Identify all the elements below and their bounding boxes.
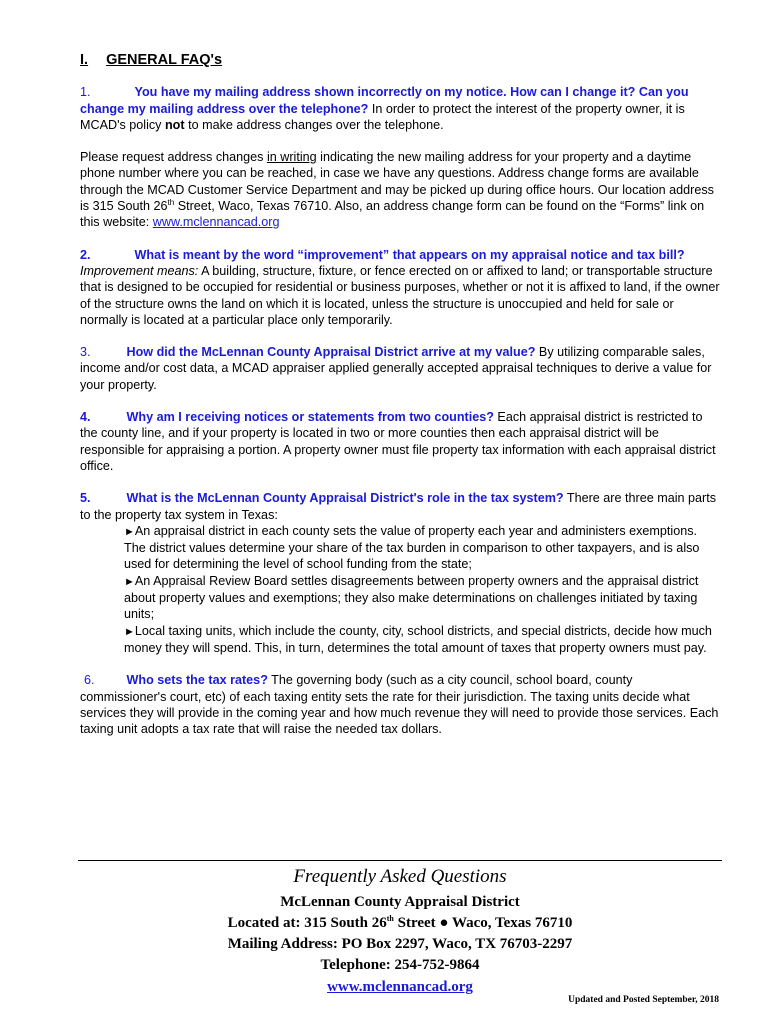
faq-answer: A building, structure, fixture, or fence erected on or affixed to land; or transportable structure that is designed to be occupied for residential or business purposes, whether or not it is affixed to land, if the owner of the structure owns the land on which it is located, unless the structure is unoccupied and held for sale or normally is located at a particular place only temporarily. — [80, 263, 720, 327]
faq-body — [80, 52, 720, 753]
faq-number: 2. — [80, 247, 91, 262]
faq-answer: There are three main parts to the property tax system in Texas: — [80, 491, 716, 522]
list-item: ►Local taxing units, which include the county, city, school districts, and special districts, decide how much money they will spend. This, in turn, determines the total amount of taxes that property owners must pay. — [124, 623, 712, 655]
section-title-text: GENERAL FAQ's — [106, 52, 223, 68]
in-writing-text: in writing — [266, 150, 317, 165]
footer-title: Frequently Asked Questions — [293, 866, 507, 887]
list-item: ►An appraisal district in each county sets the value of property each year and administers exemptions. The district values determine your share of the tax burden in comparison to other taxpayers, and is also used for determining the level of school funding from the state; — [124, 523, 700, 572]
faq-question: What is the McLennan County Appraisal District's role in the tax system? — [126, 491, 564, 506]
faq-item-6 — [80, 672, 720, 737]
faq-question: Who sets the tax rates? — [126, 673, 268, 688]
faq-number: 4. — [80, 410, 91, 425]
arrow-bullet-icon: ► — [124, 575, 135, 588]
faq-answer: The governing body (such as a city council, school board, county commissioner's court, etc) of each taxing entity sets the rate for their jurisdiction. The taxing units decide what services they will provide in the coming year and how much revenue they will need to provide those services. Each taxing unit adopts a tax rate that will raise the needed tax dollars. — [80, 673, 719, 737]
footer-website-link[interactable]: www.mclennancad.org — [327, 979, 473, 995]
faq-answer-italic: Improvement means: — [80, 263, 199, 278]
faq-item-2 — [80, 247, 720, 328]
footer-org: McLennan County Appraisal District — [280, 894, 520, 910]
tax-system-bullet-list — [124, 523, 720, 656]
section-number: I. — [80, 52, 89, 68]
footer-divider — [78, 860, 722, 861]
faq-item-3 — [80, 344, 720, 393]
faq-question: Why am I receiving notices or statements from two counties? — [126, 410, 494, 425]
list-item: ►An Appraisal Review Board settles disagreements between property owners and the appraisal district about property values and exemptions; they also make determinations on challenges initiated by taxing units; — [124, 573, 699, 622]
website-link[interactable]: www.mclennancad.org — [152, 215, 280, 230]
faq-answer-bold: not — [164, 117, 185, 132]
arrow-bullet-icon: ► — [124, 525, 135, 538]
faq-question: How did the McLennan County Appraisal District arrive at my value? — [126, 345, 536, 360]
footer-location: Located at: 315 South 26th Street ● Waco, Texas 76710 — [227, 914, 573, 931]
faq-question: What is meant by the word “improvement” that appears on my appraisal notice and tax bill? — [134, 247, 685, 262]
faq-item-1 — [80, 84, 720, 133]
faq-item-4 — [80, 409, 720, 474]
faq-number: 3. — [80, 345, 91, 360]
faq-number: 1. — [80, 85, 91, 100]
faq-question: You have my mailing address shown incorrectly on my notice. How can I change it? Can you change my mailing address over the telephone? — [80, 85, 689, 116]
footer-telephone: Telephone: 254-752-9864 — [320, 957, 480, 973]
faq-number: 5. — [80, 491, 91, 506]
faq-item-5 — [80, 490, 720, 656]
faq-answer: Each appraisal district is restricted to the county line, and if your property is located in two or more counties then each appraisal district will be responsible for appraising a portion. A property owner must file property tax information with each appraisal district office. — [80, 410, 716, 473]
section-title — [80, 52, 720, 68]
faq-answer: In order to protect the interest of the property owner, it is MCAD's policy — [80, 101, 685, 132]
faq-answer-end: to make address changes over the telephone. — [184, 117, 444, 132]
updated-date: Updated and Posted September, 2018 — [568, 995, 719, 1005]
faq-number: 6. — [84, 673, 95, 688]
arrow-bullet-icon: ► — [124, 625, 135, 638]
footer — [78, 862, 722, 998]
faq-1-paragraph-2: Please request address changes in writing indicating the new mailing address for your property and a daytime phone number where you can be reached, in case we have any questions. Address change forms are available through the MCAD Customer Service Department and may be picked up during office hours. Our location address is 315 South 26th Street, Waco, Texas 76710. Also, an address change form can be found on the “Forms” link on this website: www.mclennancad.org — [80, 150, 714, 230]
faq-answer: By utilizing comparable sales, income and/or cost data, a MCAD appraiser applied generally accepted appraisal techniques to derive a value for your property. — [80, 345, 712, 392]
footer-mailing-address: Mailing Address: PO Box 2297, Waco, TX 76703-2297 — [227, 936, 573, 952]
